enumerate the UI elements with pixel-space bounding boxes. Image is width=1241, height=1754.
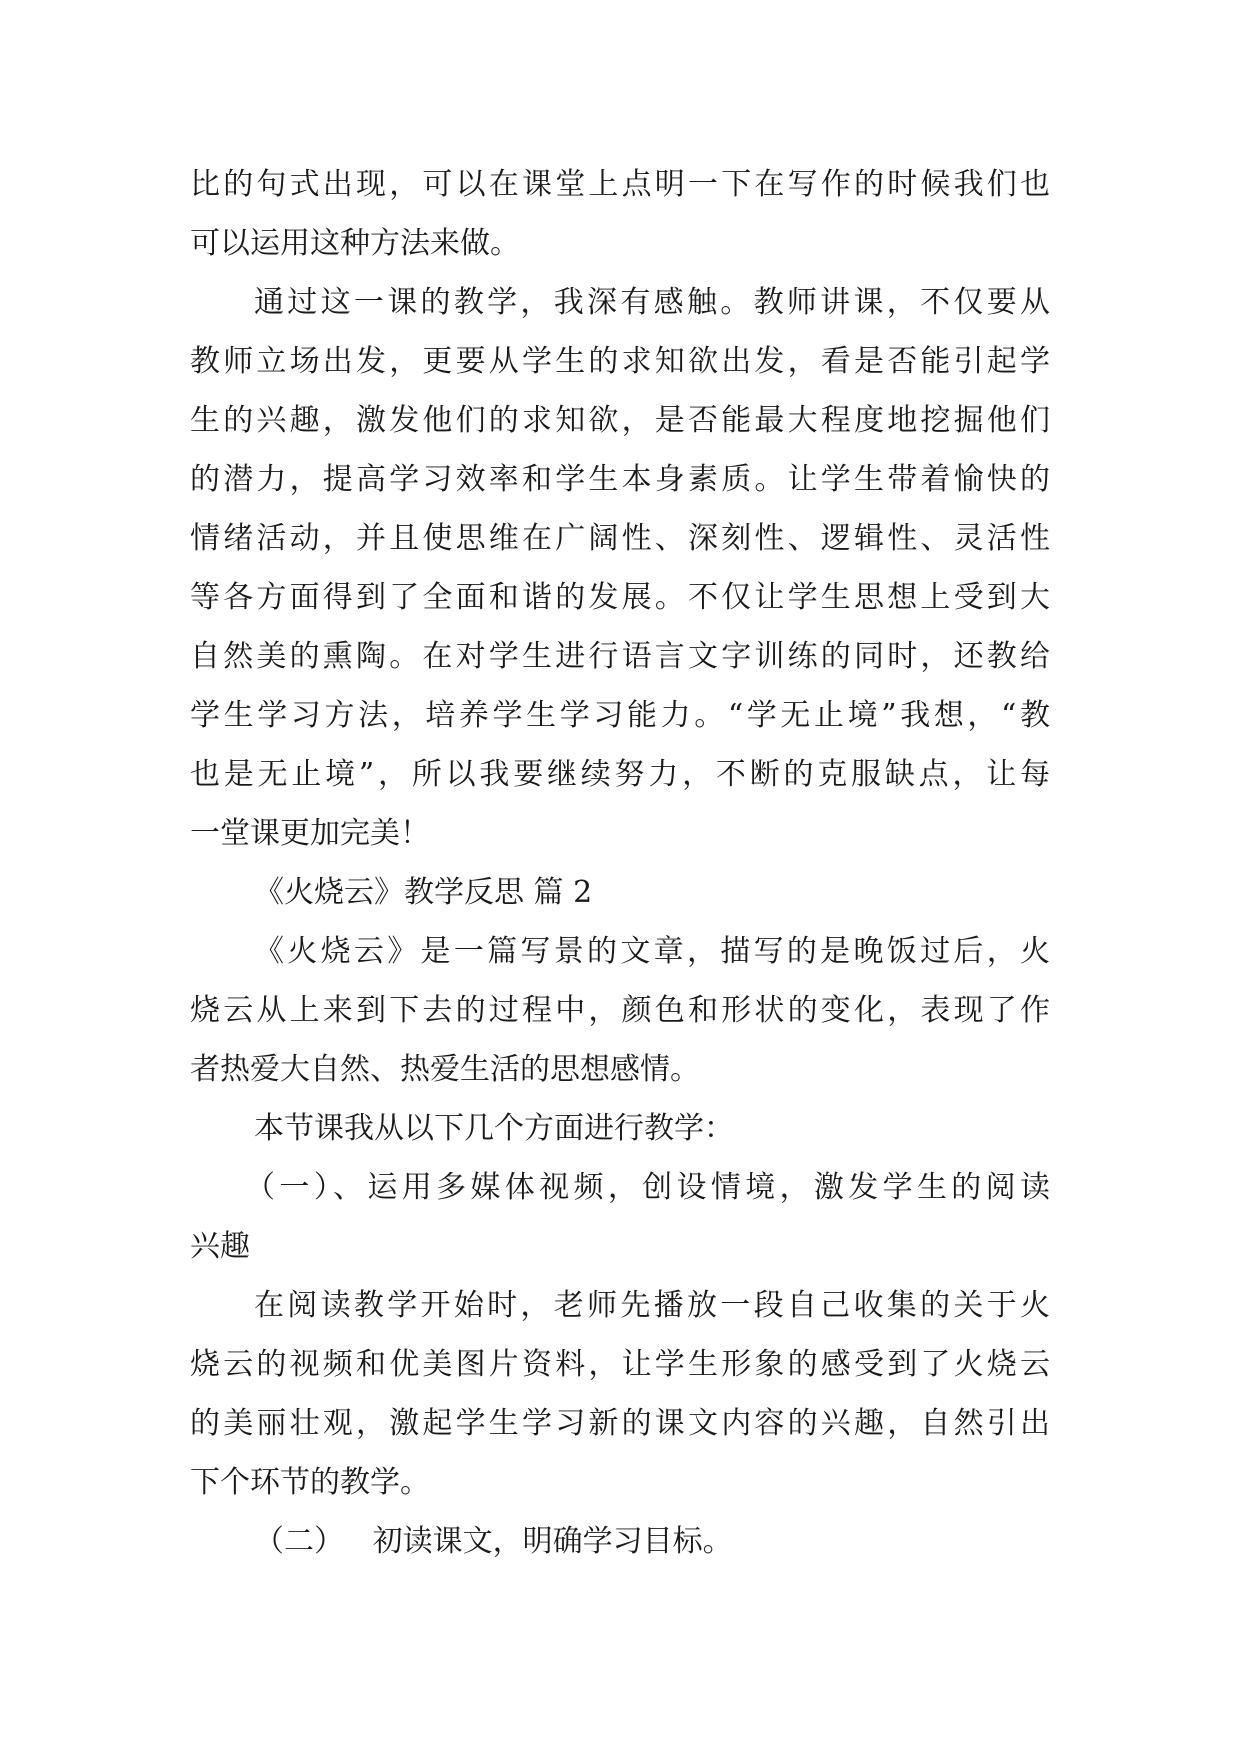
text-line: 烧云从上来到下去的过程中，颜色和形状的变化，表现了作 — [190, 993, 1050, 1028]
text-line: 在阅读教学开始时，老师先播放一段自己收集的关于火 — [254, 1288, 1050, 1323]
text-line: 也是无止境”，所以我要继续努力，不断的克服缺点，让每 — [190, 757, 1050, 792]
text-line: 的美丽壮观，激起学生学习新的课文内容的兴趣，自然引出 — [190, 1406, 1050, 1441]
text-line: 者热爱大自然、热爱生活的思想感情。 — [190, 1052, 700, 1087]
text-line: 本节课我从以下几个方面进行教学： — [254, 1111, 734, 1146]
text-line: 烧云的视频和优美图片资料，让学生形象的感受到了火烧云 — [190, 1347, 1050, 1382]
text-line: 通过这一课的教学，我深有感触。教师讲课，不仅要从 — [254, 285, 1050, 320]
text-line: 兴趣 — [190, 1229, 250, 1264]
text-line: 等各方面得到了全面和谐的发展。不仅让学生思想上受到大 — [190, 580, 1050, 615]
text-line: 自然美的熏陶。在对学生进行语言文字训练的同时，还教给 — [190, 639, 1050, 674]
text-line: 比的句式出现，可以在课堂上点明一下在写作的时候我们也 — [190, 167, 1050, 202]
text-line: （二） 初读课文，明确学习目标。 — [254, 1524, 733, 1559]
text-line: 可以运用这种方法来做。 — [190, 226, 520, 261]
section-heading: 《火烧云》教学反思 篇 2 — [254, 875, 593, 910]
text-line: 情绪活动，并且使思维在广阔性、深刻性、逻辑性、灵活性 — [190, 521, 1050, 556]
text-line: 教师立场出发，更要从学生的求知欲出发，看是否能引起学 — [190, 344, 1050, 379]
text-line: （一）、运用多媒体视频，创设情境，激发学生的阅读 — [245, 1170, 1050, 1205]
document-body — [190, 155, 1050, 1571]
text-line: 学生学习方法，培养学生学习能力。“学无止境”我想，“教 — [190, 698, 1050, 733]
text-line: 一堂课更加完美！ — [190, 816, 430, 851]
text-line: 的潜力，提高学习效率和学生本身素质。让学生带着愉快的 — [190, 462, 1050, 497]
text-line: 生的兴趣，激发他们的求知欲，是否能最大程度地挖掘他们 — [190, 403, 1050, 438]
text-line: 《火烧云》是一篇写景的文章，描写的是晚饭过后，火 — [254, 934, 1050, 969]
text-line: 下个环节的教学。 — [190, 1465, 430, 1500]
